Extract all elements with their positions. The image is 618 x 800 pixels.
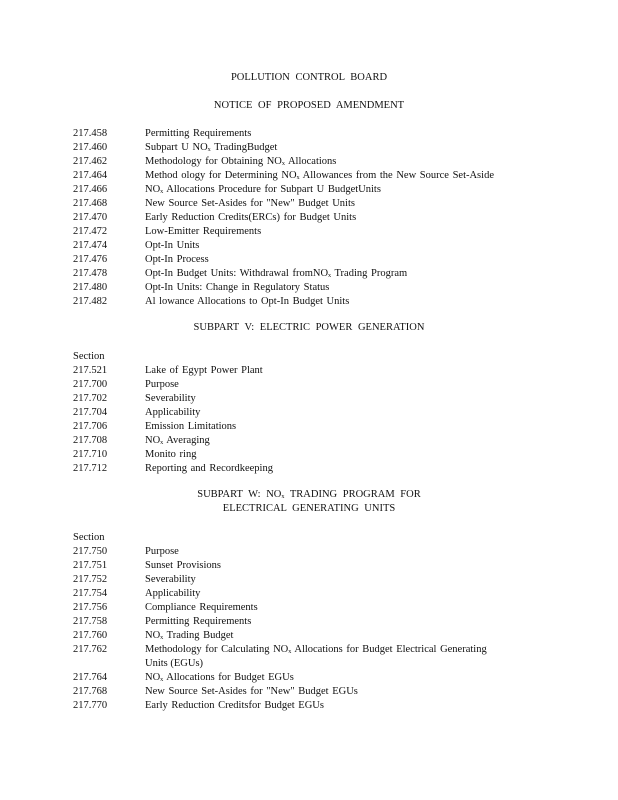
section-number: 217.470 xyxy=(73,212,108,223)
section-title: Opt-In Units xyxy=(145,240,200,251)
list-item xyxy=(0,643,618,657)
list-item xyxy=(0,141,618,155)
list-item xyxy=(0,448,618,462)
section-title: New Source Set-Asides for "New" Budget Units xyxy=(145,198,355,209)
section-number: 217.478 xyxy=(73,268,108,279)
subpart-w-heading: SUBPART W: NOₓ TRADING PROGRAM FOR xyxy=(197,489,421,500)
section-number: 217.754 xyxy=(73,588,108,599)
list-item xyxy=(0,587,618,601)
list-item xyxy=(0,685,618,699)
section-title: NOₓ Allocations Procedure for Subpart U BudgetUnits xyxy=(145,184,381,195)
section-title-continuation: Units (EGUs) xyxy=(145,658,204,669)
section-title: Early Reduction Creditsfor Budget EGUs xyxy=(145,700,324,711)
list-item xyxy=(0,434,618,448)
section-title: Al lowance Allocations to Opt-In Budget Units xyxy=(145,296,350,307)
section-number: 217.708 xyxy=(73,435,108,446)
section-number: 217.760 xyxy=(73,630,108,641)
list-item xyxy=(0,281,618,295)
section-title: Applicability xyxy=(145,407,201,418)
list-item xyxy=(0,211,618,225)
list-item xyxy=(0,169,618,183)
section-number: 217.770 xyxy=(73,700,108,711)
section-title: Opt-In Budget Units: Withdrawal fromNOₓ Trading Program xyxy=(145,268,408,279)
section-title: Opt-In Units: Change in Regulatory Status xyxy=(145,282,330,293)
section-number: 217.704 xyxy=(73,407,108,418)
section-label: Section xyxy=(73,532,105,543)
section-title: Emission Limitations xyxy=(145,421,237,432)
list-item xyxy=(0,406,618,420)
section-number: 217.762 xyxy=(73,644,108,655)
section-title: NOₓ Allocations for Budget EGUs xyxy=(145,672,294,683)
list-item xyxy=(0,420,618,434)
section-title: Permitting Requirements xyxy=(145,128,252,139)
section-title: Methodology for Calculating NOₓ Allocations for Budget Electrical Generating xyxy=(145,644,487,655)
subpart-w-heading-line2: ELECTRICAL GENERATING UNITS xyxy=(222,503,396,514)
list-item xyxy=(0,629,618,643)
list-item xyxy=(0,267,618,281)
list-item xyxy=(0,573,618,587)
section-title: Early Reduction Credits(ERCs) for Budget Units xyxy=(145,212,357,223)
section-title: NOₓ Averaging xyxy=(145,435,210,446)
list-item xyxy=(0,699,618,713)
list-item xyxy=(0,183,618,197)
list-item xyxy=(0,392,618,406)
section-title: Lake of Egypt Power Plant xyxy=(145,365,263,376)
section-title: Subpart U NOₓ TradingBudget xyxy=(145,142,278,153)
section-number: 217.752 xyxy=(73,574,108,585)
section-number: 217.480 xyxy=(73,282,108,293)
section-number: 217.702 xyxy=(73,393,108,404)
section-number: 217.706 xyxy=(73,421,108,432)
list-item xyxy=(0,127,618,141)
list-item xyxy=(0,559,618,573)
list-item xyxy=(0,225,618,239)
list-item xyxy=(0,671,618,685)
section-title: Low-Emitter Requirements xyxy=(145,226,262,237)
list-item xyxy=(0,253,618,267)
list-item xyxy=(0,239,618,253)
list-item xyxy=(0,378,618,392)
list-item xyxy=(0,462,618,476)
section-title: Purpose xyxy=(145,546,179,557)
notice-title: NOTICE OF PROPOSED AMENDMENT xyxy=(213,100,405,111)
section-number: 217.476 xyxy=(73,254,108,265)
section-number: 217.758 xyxy=(73,616,108,627)
section-number: 217.756 xyxy=(73,602,108,613)
section-number: 217.482 xyxy=(73,296,108,307)
section-title: Severability xyxy=(145,574,196,585)
section-label-row xyxy=(0,350,618,364)
section-number: 217.764 xyxy=(73,672,108,683)
section-title: Sunset Provisions xyxy=(145,560,221,571)
section-number: 217.468 xyxy=(73,198,108,209)
section-number: 217.462 xyxy=(73,156,108,167)
list-item xyxy=(0,364,618,378)
section-number: 217.700 xyxy=(73,379,108,390)
section-title: Reporting and Recordkeeping xyxy=(145,463,273,474)
section-number: 217.712 xyxy=(73,463,108,474)
section-title: Purpose xyxy=(145,379,179,390)
list-item xyxy=(0,545,618,559)
section-title: Permitting Requirements xyxy=(145,616,252,627)
section-title: Severability xyxy=(145,393,196,404)
section-label: Section xyxy=(73,351,105,362)
list-item xyxy=(0,197,618,211)
list-item xyxy=(0,601,618,615)
section-number: 217.472 xyxy=(73,226,108,237)
section-number: 217.474 xyxy=(73,240,108,251)
section-title: Monito ring xyxy=(145,449,197,460)
section-number: 217.710 xyxy=(73,449,108,460)
section-label-row xyxy=(0,531,618,545)
section-number: 217.458 xyxy=(73,128,108,139)
list-item-continuation xyxy=(0,657,618,671)
section-title: Compliance Requirements xyxy=(145,602,258,613)
board-title: POLLUTION CONTROL BOARD xyxy=(230,72,388,83)
list-item xyxy=(0,295,618,309)
section-title: Method ology for Determining NOₓ Allowances from the New Source Set-Aside xyxy=(145,170,494,181)
section-number: 217.750 xyxy=(73,546,108,557)
section-title: NOₓ Trading Budget xyxy=(145,630,234,641)
section-number: 217.751 xyxy=(73,560,108,571)
list-item xyxy=(0,615,618,629)
section-title: Applicability xyxy=(145,588,201,599)
section-number: 217.466 xyxy=(73,184,108,195)
subpart-v-heading: SUBPART V: ELECTRIC POWER GENERATION xyxy=(193,322,425,333)
section-number: 217.768 xyxy=(73,686,108,697)
section-number: 217.521 xyxy=(73,365,108,376)
section-title: Methodology for Obtaining NOₓ Allocations xyxy=(145,156,337,167)
section-number: 217.460 xyxy=(73,142,108,153)
section-title: Opt-In Process xyxy=(145,254,209,265)
section-title: New Source Set-Asides for "New" Budget EGUs xyxy=(145,686,358,697)
section-number: 217.464 xyxy=(73,170,108,181)
list-item xyxy=(0,155,618,169)
